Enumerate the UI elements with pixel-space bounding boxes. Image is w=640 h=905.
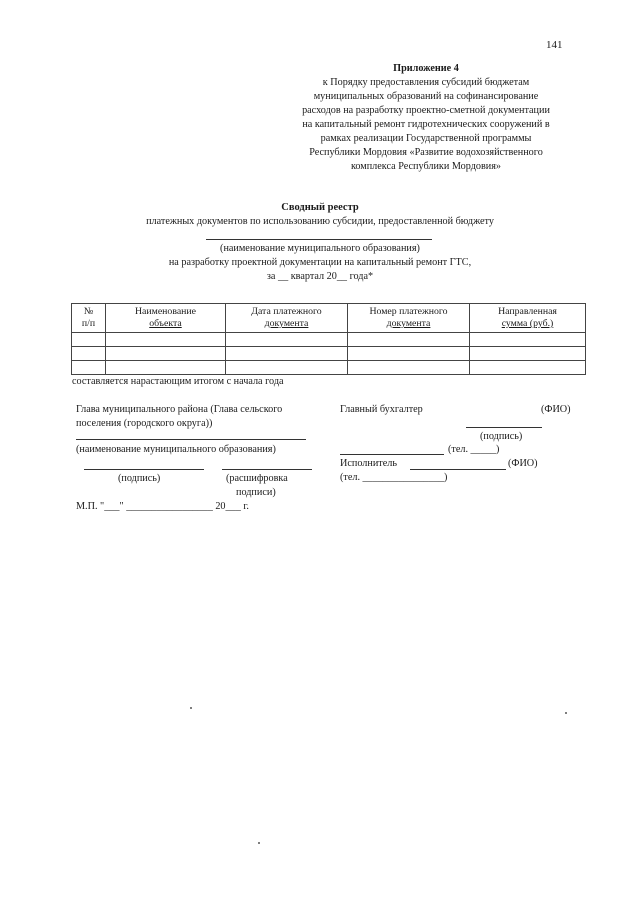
municipality-hint: (наименование муниципального образования) xyxy=(220,243,420,254)
appendix-line: рамках реализации Государственной программы xyxy=(320,133,532,144)
table-cell xyxy=(226,361,348,375)
payments-table xyxy=(71,303,586,375)
accountant-signature-hint: (подпись) xyxy=(480,431,523,442)
column-header-object: Наименование объекта xyxy=(106,304,226,333)
table-row xyxy=(72,361,586,375)
table-cell xyxy=(470,333,586,347)
column-header-payment-number: Номер платежного документа xyxy=(348,304,470,333)
chief-accountant-fio: (ФИО) xyxy=(541,404,571,415)
accountant-name-line xyxy=(340,454,444,455)
register-subtitle: платежных документов по использованию субсидии, предоставленной бюджету xyxy=(146,216,494,227)
municipality-name-hint: (наименование муниципального образования) xyxy=(76,444,276,455)
accountant-phone: (тел. _____) xyxy=(448,444,500,455)
scan-speck xyxy=(565,712,567,714)
appendix-line: расходов на разработку проектно-сметной документации xyxy=(302,105,550,116)
table-cell xyxy=(226,347,348,361)
table-cell xyxy=(72,333,106,347)
head-decoding-hint-line2: подписи) xyxy=(236,487,276,498)
accountant-signature-line xyxy=(466,427,542,428)
executor-fio: (ФИО) xyxy=(508,458,538,469)
table-row xyxy=(72,347,586,361)
head-signature-hint: (подпись) xyxy=(118,473,161,484)
table-header-row xyxy=(72,304,586,333)
table-cell xyxy=(348,333,470,347)
page-number: 141 xyxy=(546,39,563,51)
head-signature-line xyxy=(84,469,204,470)
appendix-line: муниципальных образований на софинансирование xyxy=(313,91,539,102)
register-period: за __ квартал 20__ года* xyxy=(266,271,374,282)
table-cell xyxy=(226,333,348,347)
column-header-amount: Направленная сумма (руб.) xyxy=(470,304,586,333)
table-cell xyxy=(348,361,470,375)
table-cell xyxy=(106,333,226,347)
municipality-name-line xyxy=(76,439,306,440)
scan-speck xyxy=(190,707,192,709)
municipality-blank-line xyxy=(206,239,432,240)
footnote: составляется нарастающим итогом с начала года xyxy=(72,376,284,387)
appendix-line: к Порядку предоставления субсидий бюджетам xyxy=(322,77,530,88)
appendix-line: комплекса Республики Мордовия» xyxy=(350,161,502,172)
appendix-header xyxy=(276,62,576,174)
head-decoding-line xyxy=(222,469,312,470)
head-decoding-hint-line1: (расшифровка xyxy=(226,473,288,484)
executor-name-line xyxy=(410,469,506,470)
scan-speck xyxy=(258,842,260,844)
executor-phone: (тел. ________________) xyxy=(340,472,448,483)
table-row xyxy=(72,333,586,347)
table-cell xyxy=(470,347,586,361)
appendix-title: Приложение 4 xyxy=(393,63,459,74)
register-title: Сводный реестр xyxy=(281,202,359,213)
appendix-line: Республики Мордовия «Развитие водохозяйственного xyxy=(309,147,543,158)
appendix-line: на капитальный ремонт гидротехнических сооружений в xyxy=(302,119,550,130)
table-cell xyxy=(72,361,106,375)
table-cell xyxy=(106,347,226,361)
table-cell xyxy=(348,347,470,361)
head-title-line1: Глава муниципального района (Глава сельского xyxy=(76,404,283,415)
table-cell xyxy=(72,347,106,361)
executor-label: Исполнитель xyxy=(340,458,397,469)
stamp-date-line: М.П. "___" _________________ 20___ г. xyxy=(76,501,249,512)
table-cell xyxy=(106,361,226,375)
column-header-payment-date: Дата платежного документа xyxy=(226,304,348,333)
register-purpose: на разработку проектной документации на капитальный ремонт ГТС, xyxy=(168,257,472,268)
chief-accountant-label: Главный бухгалтер xyxy=(340,404,423,415)
table-cell xyxy=(470,361,586,375)
head-title-line2: поселения (городского округа)) xyxy=(76,418,213,429)
column-header-number: № п/п xyxy=(72,304,106,333)
